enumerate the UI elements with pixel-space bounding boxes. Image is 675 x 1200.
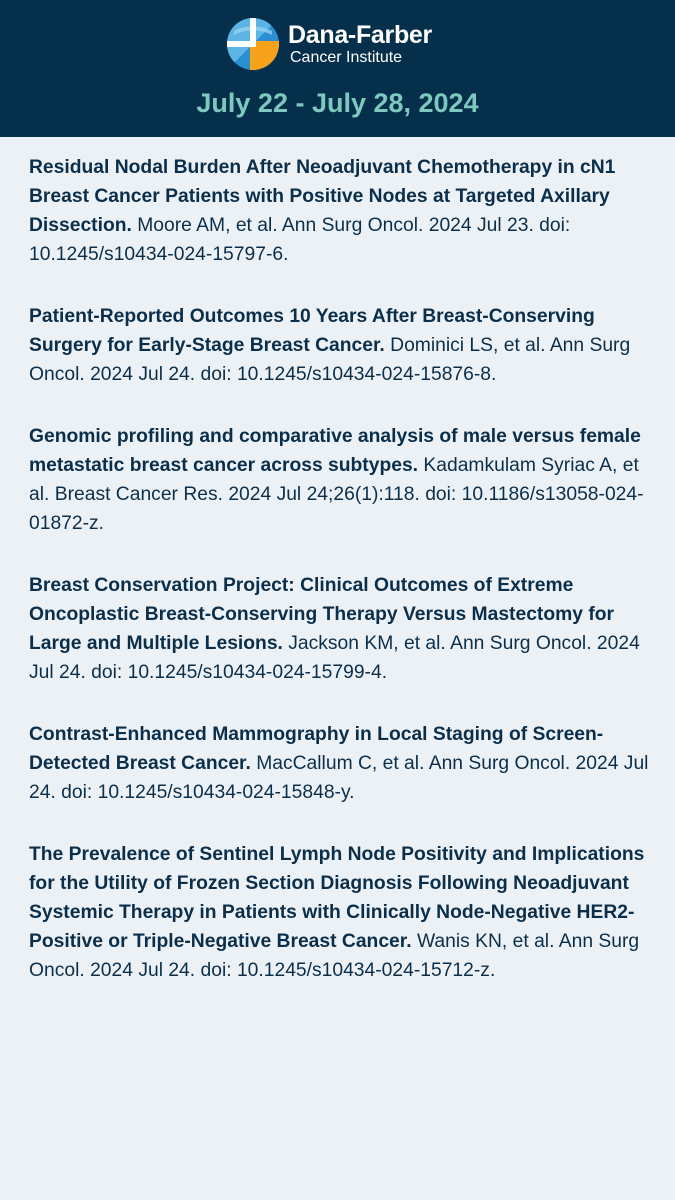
publication-entry	[29, 302, 653, 389]
date-range-title: July 22 - July 28, 2024	[196, 88, 479, 118]
publication-entry	[29, 720, 653, 807]
publication-title: Residual Nodal Burden After Neoadjuvant Chemotherapy in cN1 Breast Cancer Patients with Positive Nodes at Targeted Axillary Dissection.	[29, 157, 616, 236]
publication-citation: Dominici LS, et al. Ann Surg Oncol. 2024 Jul 24. doi: 10.1245/s10434-024-15876-8.	[29, 335, 631, 385]
publication-entry	[29, 840, 653, 985]
publication-citation: Jackson KM, et al. Ann Surg Oncol. 2024 Jul 24. doi: 10.1245/s10434-024-15799-4.	[29, 633, 640, 683]
publication-title: The Prevalence of Sentinel Lymph Node Positivity and Implications for the Utility of Frozen Section Diagnosis Following Neoadjuvant Systemic Therapy in Patients with Clinically Node-Negative HER2-Positive or Triple-Negative Breast Cancer.	[29, 844, 645, 952]
publication-title: Genomic profiling and comparative analysis of male versus female metastatic breast cancer across subtypes.	[29, 426, 641, 476]
dana-farber-logo-icon	[226, 17, 280, 71]
publication-title: Patient-Reported Outcomes 10 Years After Breast-Conserving Surgery for Early-Stage Breast Cancer.	[29, 306, 595, 356]
brand-name: Dana-Farber	[288, 21, 432, 49]
publication-citation: MacCallum C, et al. Ann Surg Oncol. 2024 Jul 24. doi: 10.1245/s10434-024-15848-y.	[29, 753, 649, 803]
publication-citation: Wanis KN, et al. Ann Surg Oncol. 2024 Jul 24. doi: 10.1245/s10434-024-15712-z.	[29, 931, 640, 981]
publication-citation: Moore AM, et al. Ann Surg Oncol. 2024 Jul 23. doi: 10.1245/s10434-024-15797-6.	[29, 215, 571, 265]
brand-subtitle: Cancer Institute	[290, 49, 403, 66]
header-banner	[0, 0, 675, 137]
publication-entry	[29, 422, 653, 538]
publication-entry	[29, 153, 653, 269]
publication-title: Contrast-Enhanced Mammography in Local Staging of Screen-Detected Breast Cancer.	[29, 724, 604, 774]
publication-list	[29, 153, 653, 1018]
publication-citation: Kadamkulam Syriac A, et al. Breast Cancer Res. 2024 Jul 24;26(1):118. doi: 10.1186/s13058-024-01872-z.	[29, 455, 644, 534]
publication-entry	[29, 571, 653, 687]
publication-title: Breast Conservation Project: Clinical Outcomes of Extreme Oncoplastic Breast-Conserving Therapy Versus Mastectomy for Large and Multiple Lesions.	[29, 575, 615, 654]
